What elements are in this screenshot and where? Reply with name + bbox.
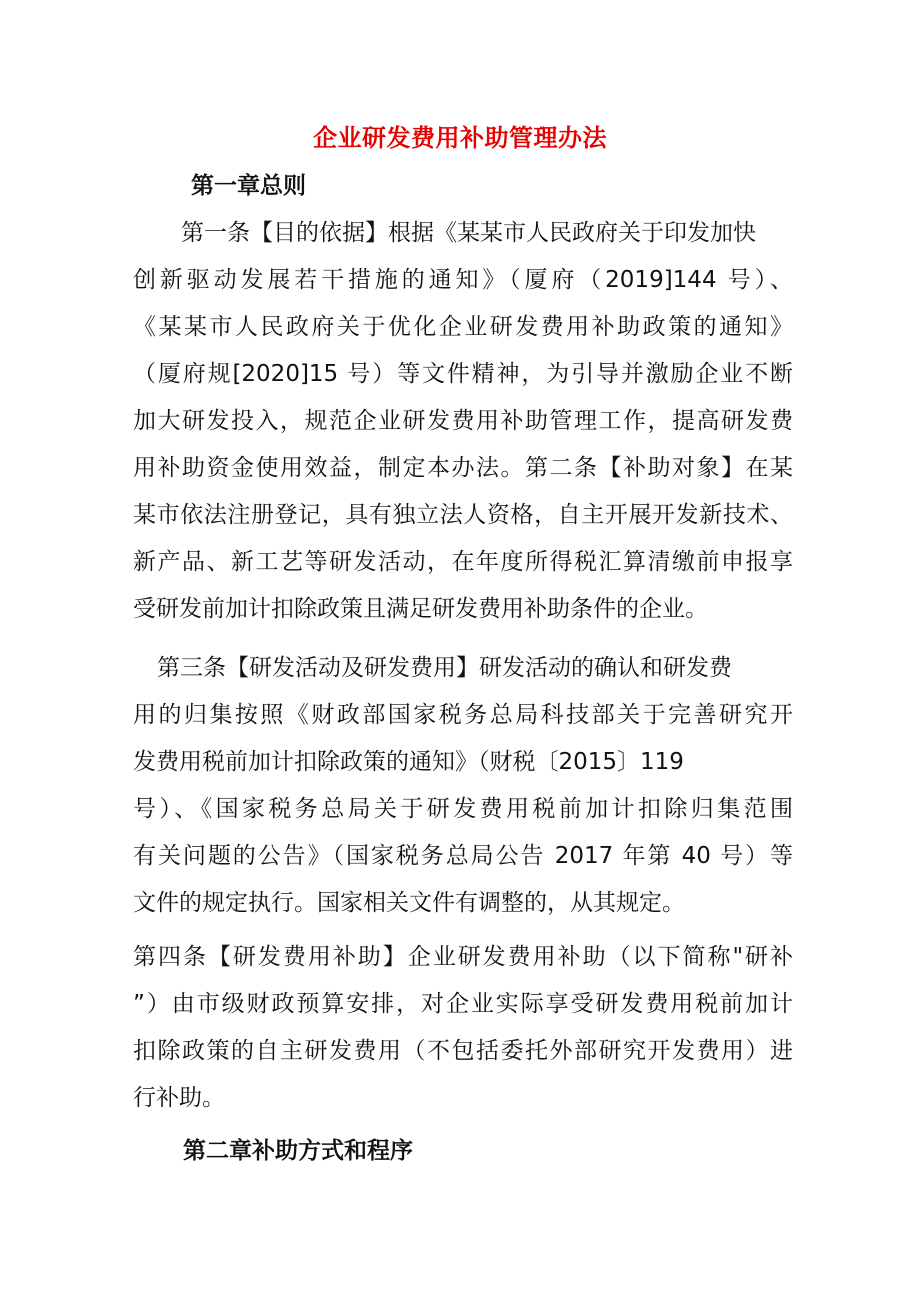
text-line: 受研发前加计扣除政策且满足研发费用补助条件的企业。 — [133, 596, 708, 622]
text-line: 行补助。 — [133, 1085, 225, 1111]
text-line: 号）、《国家税务总局关于研发费用税前加计扣除归集范围 — [133, 796, 793, 822]
text-line: 用的归集按照《财政部国家税务总局科技部关于完善研究开 — [133, 702, 793, 728]
text-line: 新产品、新工艺等研发活动，在年度所得税汇算清缴前申报享 — [133, 549, 793, 575]
article-1-paragraph — [133, 210, 793, 633]
text-line: 发费用税前加计扣除政策的通知》（财税〔2015〕119 — [133, 749, 684, 775]
text-line: ”）由市级财政预算安排，对企业实际享受研发费用税前加计 — [133, 991, 793, 1017]
text-line: 第四条【研发费用补助】企业研发费用补助（以下简称"研补 — [133, 944, 793, 970]
text-line: 《某某市人民政府关于优化企业研发费用补助政策的通知》 — [133, 314, 793, 340]
text-line: 加大研发投入，规范企业研发费用补助管理工作，提高研发费 — [133, 408, 793, 434]
article-4-paragraph — [133, 934, 793, 1122]
chapter-2-heading: 第二章补助方式和程序 — [183, 1138, 413, 1164]
text-line: 用补助资金使用效益，制定本办法。第二条【补助对象】在某 — [133, 455, 793, 481]
text-line: 某市依法注册登记，具有独立法人资格，自主开展开发新技术、 — [133, 502, 793, 528]
text-line: 有关问题的公告》（国家税务总局公告 2017 年第 40 号）等 — [133, 843, 793, 869]
text-line: 第三条【研发活动及研发费用】研发活动的确认和研发费 — [157, 655, 732, 681]
text-line: 文件的规定执行。国家相关文件有调整的，从其规定。 — [133, 890, 685, 916]
text-line: （厦府规[2020]15 号）等文件精神，为引导并激励企业不断 — [133, 361, 793, 387]
chapter-1-heading: 第一章总则 — [191, 173, 306, 199]
text-line: 第一条【目的依据】根据《某某市人民政府关于印发加快 — [181, 220, 756, 246]
text-line: 创新驱动发展若干措施的通知》（厦府（2019]144 号）、 — [133, 267, 793, 293]
text-line: 扣除政策的自主研发费用（不包括委托外部研究开发费用）进 — [133, 1038, 793, 1064]
article-3-paragraph — [133, 645, 793, 927]
document-title: 企业研发费用补助管理办法 — [313, 124, 607, 152]
